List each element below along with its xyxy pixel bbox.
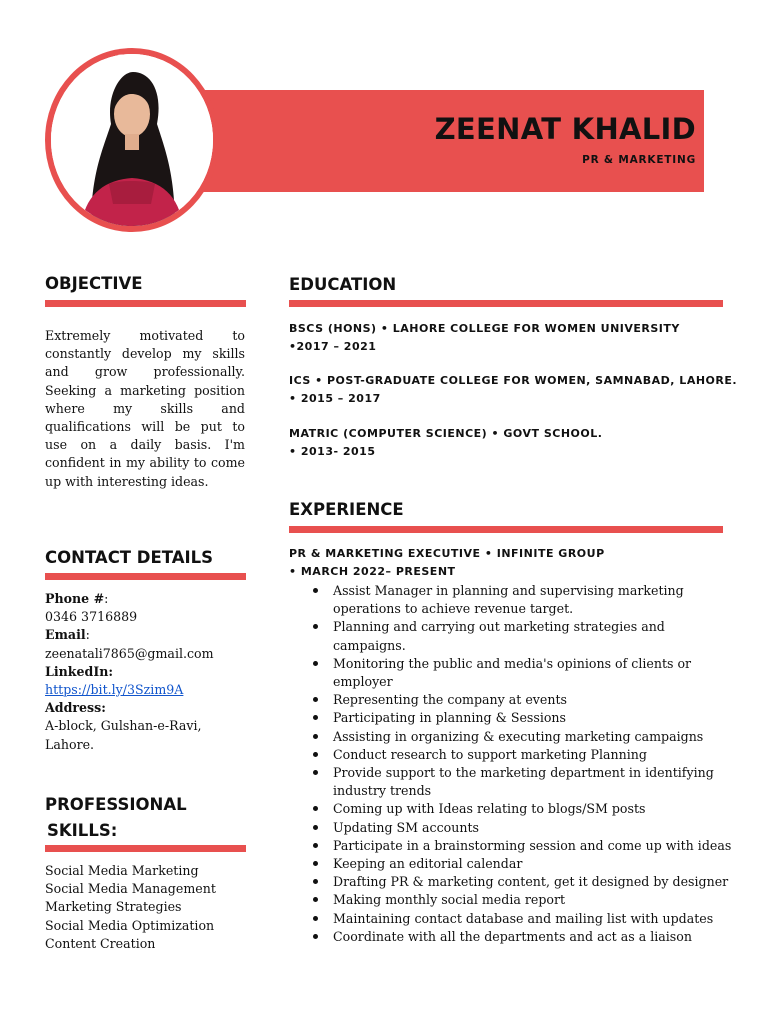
experience-duties — [313, 582, 733, 946]
duty-item: Planning and carrying out marketing strategies and campaigns. — [313, 618, 733, 654]
duty-item: Monitoring the public and media's opinions of clients or employer — [313, 655, 733, 691]
duty-item: Coming up with Ideas relating to blogs/SM posts — [313, 800, 733, 818]
objective-heading: OBJECTIVE — [45, 274, 143, 293]
experience-period: • MARCH 2022– PRESENT — [289, 565, 456, 578]
contact-details — [45, 590, 245, 754]
duty-item: Provide support to the marketing department in identifying industry trends — [313, 764, 733, 800]
contact-heading: CONTACT DETAILS — [45, 548, 214, 567]
education-years: • 2015 – 2017 — [289, 392, 381, 405]
phone-value: 0346 3716889 — [45, 609, 138, 625]
duty-item: Assist Manager in planning and supervising marketing operations to achieve revenue target. — [313, 582, 733, 618]
email-separator: : — [85, 627, 90, 643]
duty-item: Conduct research to support marketing Planning — [313, 746, 733, 764]
email-row — [45, 626, 245, 644]
objective-rule — [45, 300, 246, 307]
education-heading: EDUCATION — [289, 275, 397, 294]
duty-item: Making monthly social media report — [313, 891, 733, 909]
duty-item: Drafting PR & marketing content, get it designed by designer — [313, 873, 733, 891]
skill-item: Marketing Strategies — [45, 899, 182, 915]
skill-item: Content Creation — [45, 935, 156, 951]
education-item — [289, 425, 729, 461]
skill-item: Social Media Marketing — [45, 863, 199, 878]
profile-photo-frame — [45, 48, 219, 232]
education-rule — [289, 300, 723, 307]
linkedin-label: LinkedIn: — [45, 663, 114, 679]
experience-title: PR & MARKETING EXECUTIVE • INFINITE GROUP — [289, 547, 605, 560]
candidate-role: PR & MARKETING — [582, 154, 696, 166]
phone-row — [45, 590, 245, 608]
profile-photo-icon — [51, 54, 213, 226]
duty-item: Maintaining contact database and mailing list with updates — [313, 910, 733, 928]
education-years: • 2013- 2015 — [289, 445, 376, 458]
duty-item: Assisting in organizing & executing marketing campaigns — [313, 728, 733, 746]
education-item — [289, 320, 729, 356]
education-degree: MATRIC (COMPUTER SCIENCE) • GOVT SCHOOL. — [289, 427, 603, 440]
profile-photo — [51, 54, 213, 226]
linkedin-link[interactable]: https://bit.ly/3Szim9A — [45, 682, 184, 698]
duty-item: Participating in planning & Sessions — [313, 709, 733, 727]
skills-rule — [45, 845, 246, 852]
duty-item: Representing the company at events — [313, 691, 733, 709]
experience-rule — [289, 526, 723, 533]
duty-item: Coordinate with all the departments and act as a liaison — [313, 928, 733, 946]
duty-item: Updating SM accounts — [313, 819, 733, 837]
skills-heading-line2: SKILLS: — [47, 821, 118, 840]
education-degree: ICS • POST-GRADUATE COLLEGE FOR WOMEN, SAMNABAD, LAHORE. — [289, 374, 738, 387]
education-item — [289, 372, 738, 408]
email-label: Email — [45, 627, 86, 643]
education-years: •2017 – 2021 — [289, 340, 377, 353]
duty-item: Keeping an editorial calendar — [313, 855, 733, 873]
objective-text: Extremely motivated to constantly develop my skills and grow professionally. Seeking a marketing position where my skills and qualifications will be put to use on a daily basis. I'm confident in my ability to come up with interesting ideas. — [45, 328, 245, 489]
skills-heading-line1: PROFESSIONAL — [45, 795, 187, 814]
experience-position — [289, 545, 729, 581]
candidate-name: ZEENAT KHALID — [434, 112, 696, 146]
experience-heading: EXPERIENCE — [289, 500, 404, 519]
skill-item: Social Media Optimization — [45, 917, 215, 933]
contact-rule — [45, 573, 246, 580]
education-degree: BSCS (HONS) • LAHORE COLLEGE FOR WOMEN UNIVERSITY — [289, 322, 680, 335]
address-value: A-block, Gulshan-e-Ravi, Lahore. — [45, 718, 202, 752]
skills-list — [45, 862, 245, 953]
phone-label: Phone # — [45, 591, 105, 606]
duty-item: Participate in a brainstorming session and come up with ideas — [313, 837, 733, 855]
phone-separator: : — [104, 591, 109, 606]
email-value: zeenatali7865@gmail.com — [45, 645, 214, 661]
skill-item: Social Media Management — [45, 881, 216, 897]
skills-heading — [45, 792, 187, 844]
address-label: Address: — [45, 700, 106, 716]
